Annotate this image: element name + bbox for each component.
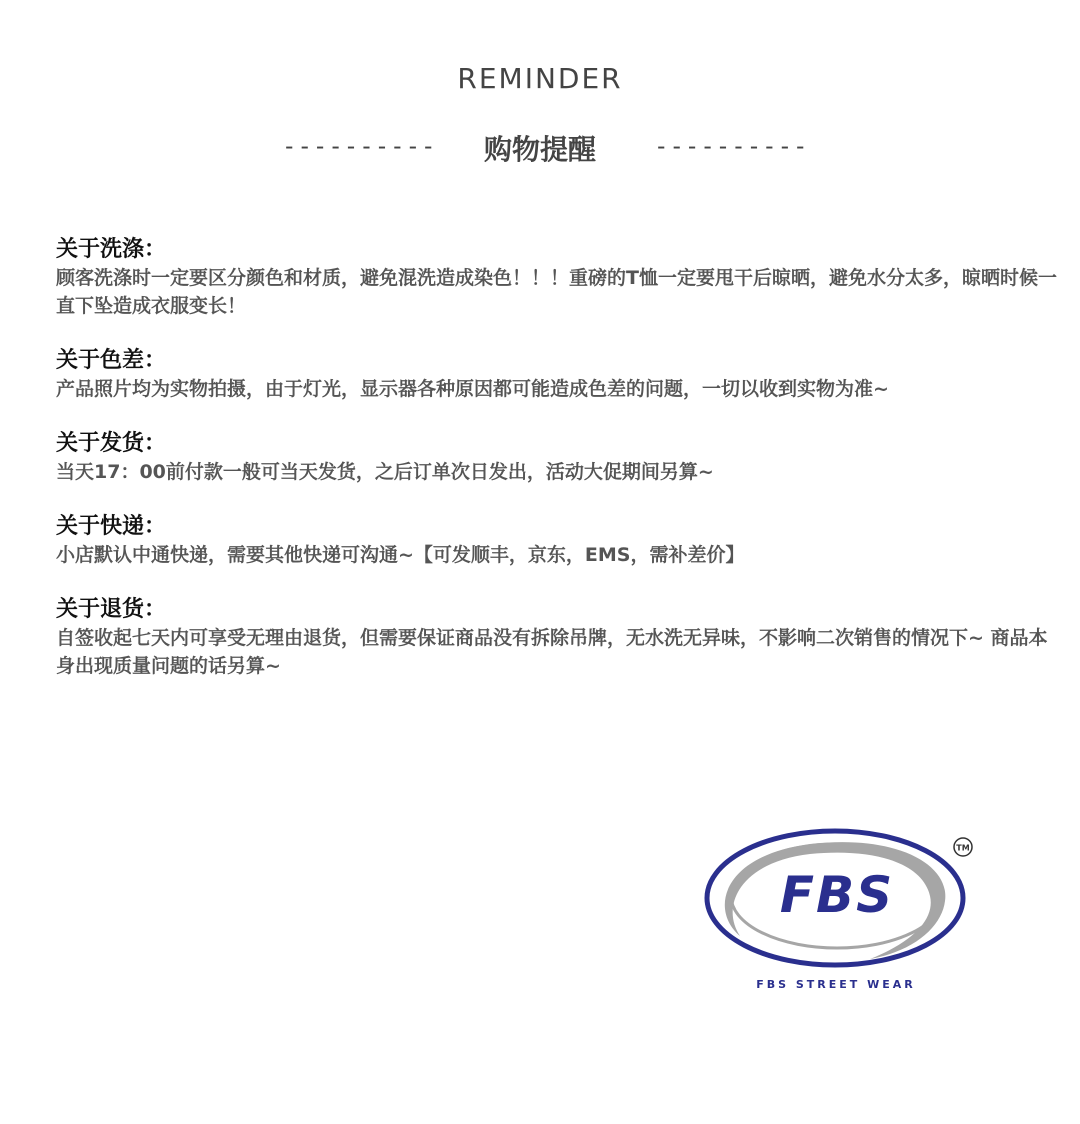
section-title: 关于快递： (56, 514, 167, 539)
section-body: 当天17：00前付款一般可当天发货，之后订单次日发出，活动大促期间另算~ (56, 461, 714, 483)
section-washing (56, 236, 1066, 320)
section-courier (56, 513, 1066, 569)
reminder-sections (56, 236, 1066, 707)
section-title: 关于色差： (56, 348, 167, 373)
dash-divider-right: ---------- (654, 132, 809, 160)
section-returns (56, 596, 1066, 680)
section-body: 产品照片均为实物拍摄，由于灯光，显示器各种原因都可能造成色差的问题，一切以收到实物为准~ (56, 378, 889, 400)
fbs-logo (700, 826, 980, 996)
page-title-english: REMINDER (457, 62, 623, 95)
logo-caption: FBS STREET WEAR (756, 978, 916, 991)
section-title: 关于发货： (56, 431, 167, 456)
dash-divider-left: ---------- (282, 132, 437, 160)
section-body: 顾客洗涤时一定要区分颜色和材质，避免混洗造成染色！！！重磅的T恤一定要甩干后晾晒，避免水分太多，晾晒时候一直下坠造成衣服变长！ (56, 267, 1057, 317)
page-title-row (0, 128, 1080, 172)
section-title: 关于洗涤： (56, 237, 167, 262)
section-title: 关于退货： (56, 597, 167, 622)
section-shipping (56, 430, 1066, 486)
section-body: 小店默认中通快递，需要其他快递可沟通~【可发顺丰，京东，EMS，需补差价】 (56, 544, 745, 566)
page-title-chinese: 购物提醒 (483, 133, 596, 166)
section-body: 自签收起七天内可享受无理由退货，但需要保证商品没有拆除吊牌，无水洗无异味，不影响二次销售的情况下~ 商品本身出现质量问题的话另算~ (56, 627, 1048, 677)
trademark-symbol: TM (956, 843, 970, 853)
logo-wordmark: FBS (779, 866, 895, 924)
section-color-difference (56, 347, 1066, 403)
